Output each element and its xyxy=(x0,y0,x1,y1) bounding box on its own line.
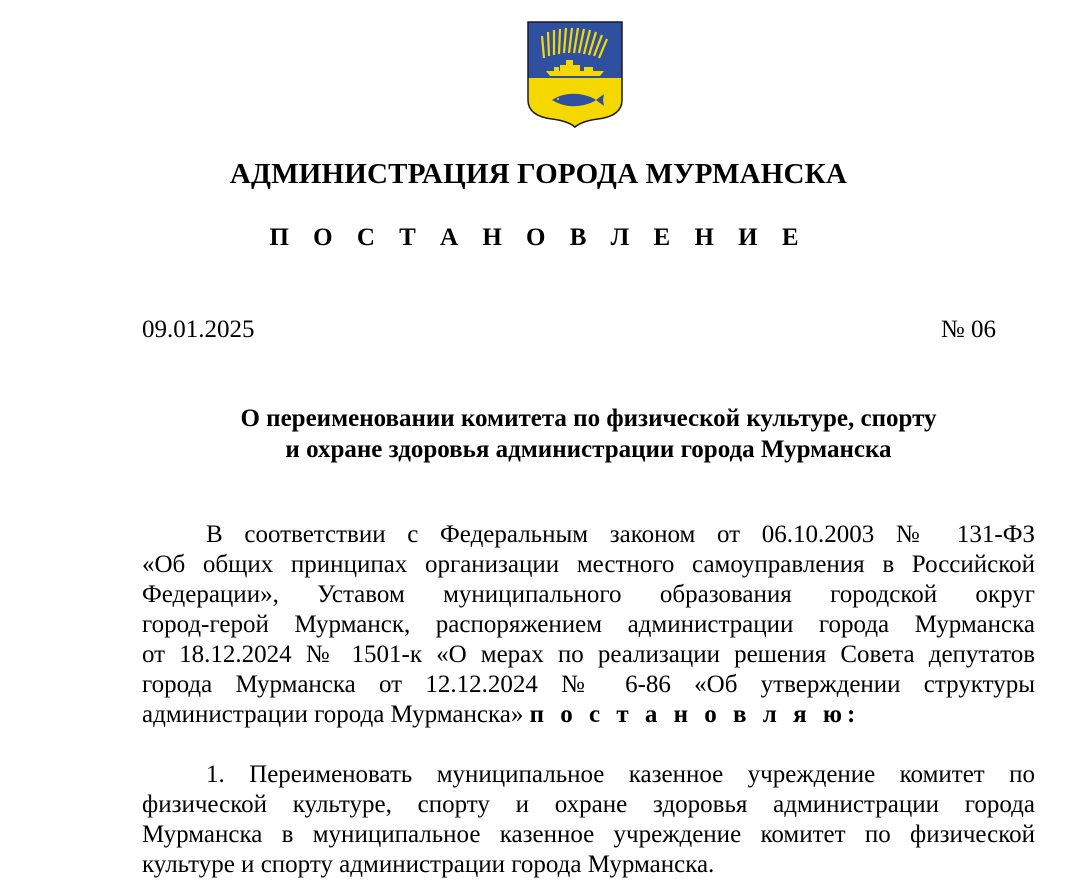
decree-keyword: п о с т а н о в л я ю: xyxy=(529,701,861,728)
document-date: 09.01.2025 xyxy=(142,316,255,343)
paragraph-line: физической культуре, спорту и охране здоровья администрации города xyxy=(142,791,1035,818)
document-number: № 06 xyxy=(940,316,996,343)
organization-title: АДМИНИСТРАЦИЯ ГОРОДА МУРМАНСКА xyxy=(229,158,848,190)
paragraph-line: Федерации», Уставом муниципального образования городской округ xyxy=(142,581,1035,608)
paragraph-line: В соответствии с Федеральным законом от 06.10.2003 № 131-ФЗ xyxy=(206,521,1035,548)
document-type-title: П О С Т А Н О В Л Е Н И Е xyxy=(269,224,808,251)
paragraph-line: 1. Переименовать муниципальное казенное учреждение комитет по xyxy=(206,761,1035,788)
paragraph-line: города Мурманска от 12.12.2024 № 6-86 «Об утверждении структуры xyxy=(142,671,1035,698)
document-subject xyxy=(142,403,1035,465)
paragraph-line: город-герой Мурманск, распоряжением администрации города Мурманска xyxy=(142,611,1035,638)
paragraph-line-text: администрации города Мурманска» xyxy=(142,701,524,728)
paragraph-line: от 18.12.2024 № 1501-к «О мерах по реализации решения Совета депутатов xyxy=(142,641,1035,668)
paragraph-line: Мурманска в муниципальное казенное учреждение комитет по физической xyxy=(142,821,1035,848)
paragraph-line: культуре и спорту администрации города Мурманска. xyxy=(142,851,715,878)
clause-1-paragraph xyxy=(142,760,1035,880)
subject-line-2: и охране здоровья администрации города Мурманска xyxy=(285,436,892,463)
subject-line-1: О переименовании комитета по физической культуре, спорту xyxy=(240,405,937,432)
paragraph-last-line xyxy=(142,700,1035,730)
coat-of-arms-icon xyxy=(526,20,624,128)
paragraph-line: «Об общих принципах организации местного самоуправления в Российской xyxy=(142,551,1035,578)
preamble-paragraph xyxy=(142,520,1035,730)
